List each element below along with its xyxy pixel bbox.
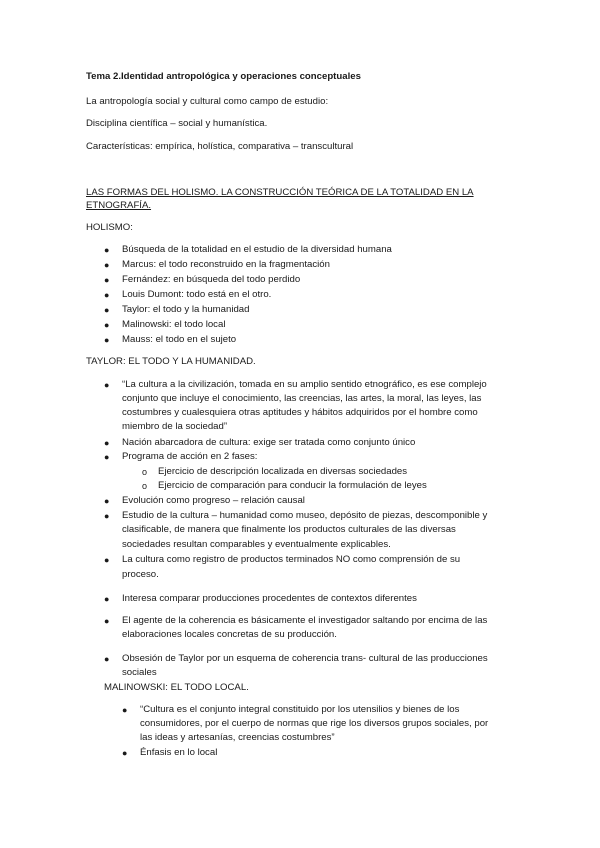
bullet-icon: ● [104,496,110,506]
bullet-icon: ● [104,260,110,270]
list-item: Obsesión de Taylor por un esquema de coherencia trans- cultural de las producciones [122,653,488,664]
list-item: Louis Dumont: todo está en el otro. [122,289,272,300]
sub-list-item: Ejercicio de descripción localizada en diversas sociedades [158,466,408,477]
quote-line: conjunto que incluye el conocimiento, las creencias, las artes, la moral, las leyes, las [122,393,482,404]
bullet-icon: ● [104,452,110,462]
bullet-icon: ● [104,320,110,330]
list-item: Estudio de la cultura – humanidad como museo, depósito de piezas, descomponible y [122,510,488,521]
intro-line: La antropología social y cultural como campo de estudio: [86,96,329,107]
list-item: Mauss: el todo en el sujeto [122,334,237,345]
bullet-icon: ● [122,705,128,715]
intro-line: Características: empírica, holística, comparativa – transcultural [86,141,354,152]
quote-line: las ideas y artesanías, creencias costumbres” [140,732,335,743]
bullet-icon: ● [104,654,110,664]
intro-line: Disciplina científica – social y humanística. [86,118,268,129]
bullet-icon: ● [104,275,110,285]
bullet-icon: ● [122,748,128,758]
section-heading: ETNOGRAFÍA. [86,200,152,211]
bullet-icon: ● [104,438,110,448]
quote-line: miembro de la sociedad” [122,421,228,432]
list-item: La cultura como registro de productos terminados NO como comprensión de su [122,554,461,565]
holismo-label: HOLISMO: [86,222,133,233]
list-item: Programa de acción en 2 fases: [122,451,258,462]
bullet-icon: ● [104,305,110,315]
list-item: Malinowski: el todo local [122,319,226,330]
bullet-icon: ● [104,511,110,521]
list-item: Evolución como progreso – relación causal [122,495,305,506]
list-item: Búsqueda de la totalidad en el estudio de la diversidad humana [122,244,392,255]
list-item: El agente de la coherencia es básicamente el investigador saltando por encima de las [122,615,488,626]
list-item: Interesa comparar producciones procedentes de contextos diferentes [122,593,417,604]
bullet-icon: ● [104,380,110,390]
list-item: Taylor: el todo y la humanidad [122,304,250,315]
bullet-icon: ● [104,594,110,604]
list-item: Nación abarcadora de cultura: exige ser tratada como conjunto único [122,437,416,448]
list-item: Marcus: el todo reconstruido en la fragmentación [122,259,330,270]
bullet-icon: ● [104,555,110,565]
quote-line: costumbres y cualesquiera otras aptitudes y hábitos adquiridos por el hombre como [122,407,478,418]
bullet-icon: ● [104,335,110,345]
sub-bullet-icon: o [142,467,148,477]
taylor-heading: TAYLOR: EL TODO Y LA HUMANIDAD. [86,356,256,367]
quote-line: “Cultura es el conjunto integral constituido por los utensilios y bienes de los [140,704,460,715]
sub-bullet-icon: o [142,481,148,491]
list-item: Énfasis en lo local [140,747,218,758]
sub-list-item: Ejercicio de comparación para conducir la formulación de leyes [158,480,427,491]
bullet-icon: ● [104,290,110,300]
bullet-icon: ● [104,245,110,255]
malinowski-heading: MALINOWSKI: EL TODO LOCAL. [104,682,249,693]
bullet-icon: ● [104,616,110,626]
section-heading: LAS FORMAS DEL HOLISMO. LA CONSTRUCCIÓN TEÓRICA DE LA TOTALIDAD EN LA [86,187,474,198]
list-item-continuation: clasificable, de manera que finalmente los productos culturales de las diversas [122,524,456,535]
list-item-continuation: elaboraciones locales concretas de su producción. [122,629,337,640]
document-title: Tema 2.Identidad antropológica y operaciones conceptuales [86,71,361,82]
list-item: Fernández: en búsqueda del todo perdido [122,274,301,285]
list-item-continuation: sociedades resultan comparables y eventualmente explicables. [122,539,391,550]
list-item-continuation: sociales [122,667,157,678]
list-item-continuation: proceso. [122,569,159,580]
quote-line: “La cultura a la civilización, tomada en su amplio sentido etnográfico, es ese complejo [122,379,487,390]
quote-line: consumidores, por el cuerpo de normas que rige los diversos grupos sociales, por [140,718,489,729]
